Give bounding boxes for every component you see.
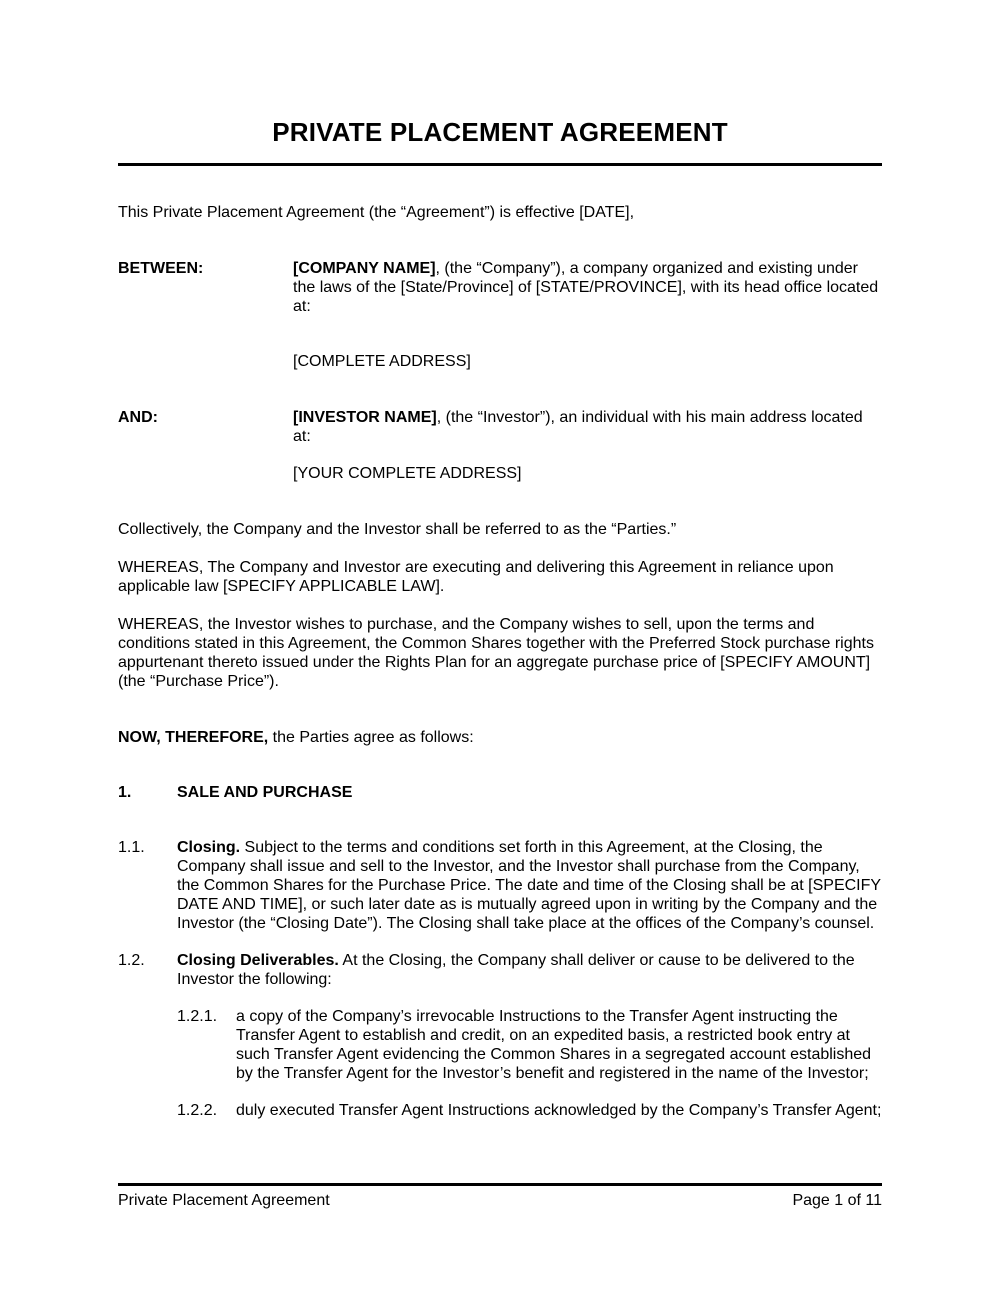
clause-1-1-text (177, 838, 882, 933)
whereas-paragraph-1: WHEREAS, The Company and Investor are executing and delivering this Agreement in reliance upon applicable law [SPECIFY APPLICABLE LAW]. (118, 559, 834, 595)
whereas-paragraph-2: WHEREAS, the Investor wishes to purchase, and the Company wishes to sell, upon the terms and conditions stated in this Agreement, the Common Shares together with the Preferred Stock purchase rights appurtenant thereto issued under the Rights Plan for an aggregate purchase price of [SPECIFY AMOUNT] (the “Purchase Price”). (118, 616, 874, 690)
subclause-1-2-1-number: 1.2.1. (177, 1008, 218, 1025)
footer-page-number: Page 1 of 11 (792, 1192, 882, 1209)
clause-1-2-number: 1.2. (118, 952, 145, 969)
page-title: PRIVATE PLACEMENT AGREEMENT (272, 117, 728, 147)
title-divider (118, 163, 882, 166)
now-therefore-paragraph (118, 728, 882, 747)
collectively-paragraph: Collectively, the Company and the Investor shall be referred to as the “Parties.” (118, 521, 677, 538)
footer-document-title: Private Placement Agreement (118, 1192, 330, 1209)
page-footer (118, 1191, 882, 1210)
party-company-content (293, 259, 882, 371)
company-address-placeholder: [COMPLETE ADDRESS] (293, 353, 471, 370)
company-name-placeholder: [COMPANY NAME] (293, 260, 436, 277)
now-therefore-lead: NOW, THEREFORE, (118, 729, 269, 746)
subclause-1-2-1-row (177, 1007, 882, 1083)
party-company-description-text: , (the “Company”), a company organized and existing under the laws of the [State/Province] of [STATE/PROVINCE], with its head office located at: (293, 260, 879, 315)
now-therefore-text: the Parties agree as follows: (268, 729, 474, 746)
section-1-number: 1. (118, 784, 132, 801)
section-1-title: SALE AND PURCHASE (177, 784, 353, 801)
investor-address-placeholder: [YOUR COMPLETE ADDRESS] (293, 465, 522, 482)
clause-1-2-text (177, 951, 882, 989)
intro-paragraph: This Private Placement Agreement (the “Agreement”) is effective [DATE], (118, 204, 635, 221)
clause-1-1-number: 1.1. (118, 839, 145, 856)
section-1-heading-row (118, 783, 882, 802)
clause-1-2-body: At the Closing, the Company shall deliver or cause to be delivered to the Investor the following: (177, 952, 855, 988)
clause-1-2-row (118, 951, 882, 989)
party-investor-description-text: , (the “Investor”), an individual with his main address located at: (293, 409, 863, 445)
party-investor-content (293, 408, 882, 483)
clause-1-1-row (118, 838, 882, 933)
investor-name-placeholder: [INVESTOR NAME] (293, 409, 437, 426)
clause-1-1-title: Closing. (177, 839, 241, 856)
party-label-between: BETWEEN: (118, 260, 204, 277)
subclause-1-2-2-number: 1.2.2. (177, 1102, 218, 1119)
party-block-investor (118, 408, 882, 483)
subclause-1-2-2-text: duly executed Transfer Agent Instructions acknowledged by the Company’s Transfer Agent; (236, 1102, 882, 1119)
party-company-description (293, 259, 882, 316)
party-block-company (118, 259, 882, 371)
party-investor-description (293, 408, 882, 446)
clause-1-2-title: Closing Deliverables. (177, 952, 339, 969)
clause-1-1-body: Subject to the terms and conditions set forth in this Agreement, at the Closing, the Company shall issue and sell to the Investor, and the Investor shall purchase from the Company, the Common Shares for the Purchase Price. The date and time of the Closing shall be at [SPECIFY DATE AND TIME], or such later date as is mutually agreed upon in writing by the Company and the Investor (the “Closing Date”). The Closing shall take place at the offices of the Company’s counsel. (177, 839, 881, 932)
subclause-1-2-1-text: a copy of the Company’s irrevocable Instructions to the Transfer Agent instructing the Transfer Agent to establish and credit, on an expedited basis, a restricted book entry at such Transfer Agent evidencing the Common Shares in a segregated account established by the Transfer Agent for the Investor’s benefit and registered in the name of the Investor; (236, 1008, 872, 1082)
footer-divider (118, 1183, 882, 1186)
subclause-1-2-2-row (177, 1101, 882, 1120)
party-label-and: AND: (118, 409, 158, 426)
